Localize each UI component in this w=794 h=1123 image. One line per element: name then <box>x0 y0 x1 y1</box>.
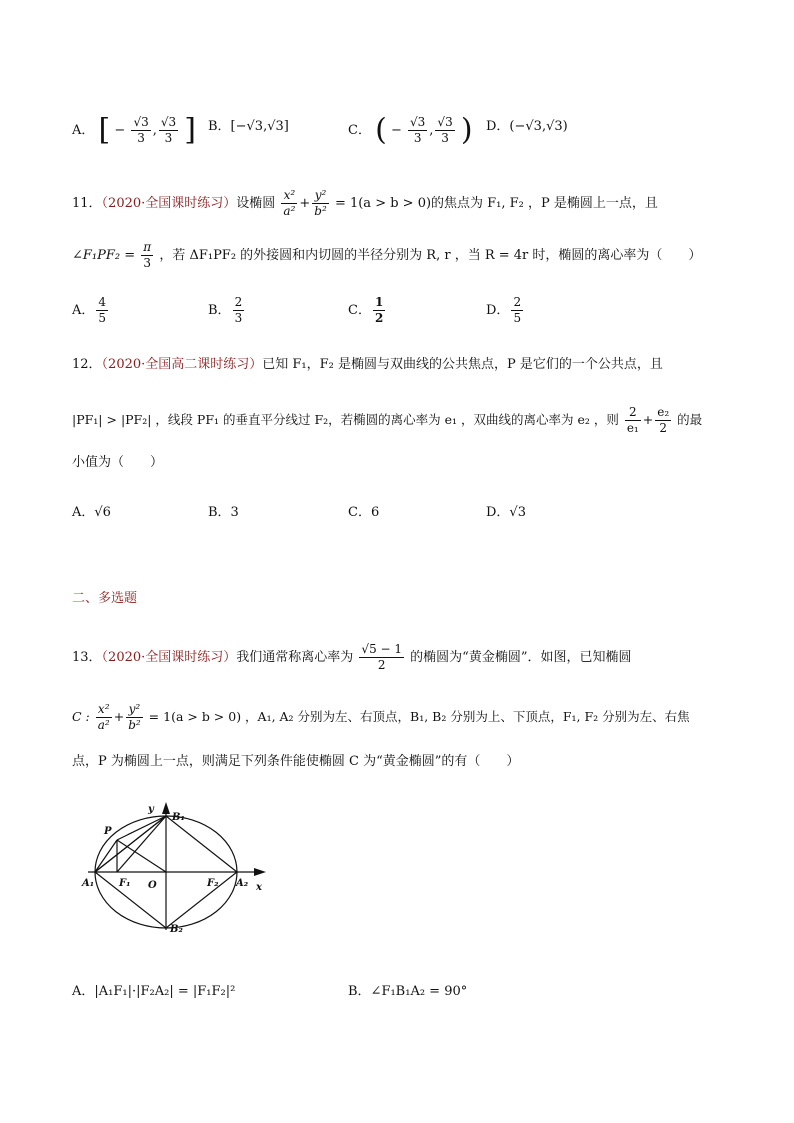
label-f1: F₁ <box>119 878 131 889</box>
q11-line-1: 11．（2020·全国课时练习）设椭圆 $\frac{\text{x²}}{\text{a²}}$ + $\frac{\text{y²}}{\text{b²}}$ = 1(a > b > 0)的焦点为 F₁, F₂ ，P 是椭圆上一点，且 <box>72 188 658 218</box>
q11-option-d[interactable]: D． $\frac{2}{5}$ <box>486 295 522 325</box>
q12-option-d[interactable]: D．√3 <box>486 505 526 520</box>
q12-option-a[interactable]: A．√6 <box>72 505 111 520</box>
label-y: y <box>148 804 154 815</box>
q11-line-2: ∠F₁PF₂ = $\frac{\pi}{3}$ ，若 ΔF₁PF₂ 的外接圆和内切圆的半径分别为 R, r ，当 R = 4r 时，椭圆的离心率为（ ） <box>72 240 702 270</box>
fraction: $\frac{√3}{3}$ <box>437 115 453 145</box>
q13-line-1: 13．（2020·全国课时练习）我们通常称离心率为 $\frac{√5 - 1}{2}$ 的椭圆为“黄金椭圆”．如图，已知椭圆 <box>72 642 632 672</box>
q10-option-c[interactable]: C． ( − $\frac{√3}{3}$ , $\frac{√3}{3}$ ) <box>348 112 473 148</box>
label-x: x <box>256 882 262 893</box>
q10-option-d[interactable]: D．(−√3,√3) <box>486 119 568 134</box>
q13-line-3: 点，P 为椭圆上一点，则满足下列条件能使椭圆 C 为“黄金椭圆”的有（ ） <box>72 754 520 769</box>
q11-option-a[interactable]: A． $\frac{4}{5}$ <box>72 295 107 325</box>
label-p: P <box>104 826 112 837</box>
label-o: O <box>148 880 157 891</box>
section-heading: 二、多选题 <box>72 591 138 606</box>
fraction: $\frac{√3}{3}$ <box>133 115 149 145</box>
q10-option-b[interactable]: B．[−√3,√3] <box>208 119 289 134</box>
line-f1-b1 <box>117 816 166 872</box>
x-arrow <box>254 868 266 876</box>
q10-option-a[interactable]: A． [ − $\frac{√3}{3}$ , $\frac{√3}{3}$ ] <box>72 112 196 148</box>
label-a1: A₁ <box>82 878 95 889</box>
q12-option-b[interactable]: B．3 <box>208 505 239 520</box>
q12-line-2: |PF₁| > |PF₂| ，线段 PF₁ 的垂直平分线过 F₂，若椭圆的离心率为 e₁ ，双曲线的离心率为 e₂ ，则 $\frac{2}{\text{e₁}}$ + $\frac{\text{e₂}}{2}$ 的最 <box>72 405 703 435</box>
q13-option-a[interactable]: A．|A₁F₁|·|F₂A₂| = |F₁F₂|² <box>72 984 236 999</box>
label-f2: F₂ <box>207 878 219 889</box>
label-b2: B₂ <box>170 924 183 935</box>
label-a2: A₂ <box>236 878 249 889</box>
y-arrow <box>162 802 170 814</box>
fraction: $\frac{√3}{3}$ <box>160 115 177 145</box>
line-a1-b1 <box>95 816 166 872</box>
label-b1: B₁ <box>172 812 185 823</box>
q13-line-2: C : $\frac{\text{x²}}{\text{a²}}$ + $\frac{\text{y²}}{\text{b²}}$ = 1(a > b > 0) ，A₁, A₂ 分别为左、右顶点，B₁, B₂ 分别为上、下顶点，F₁, F₂ 分别为左、右焦 <box>72 702 690 732</box>
ellipse-figure <box>70 800 280 950</box>
q12-option-c[interactable]: C．6 <box>348 505 380 520</box>
q13-option-b[interactable]: B．∠F₁B₁A₂ = 90° <box>348 984 468 999</box>
q12-line-1: 12．（2020·全国高二课时练习）已知 F₁，F₂ 是椭圆与双曲线的公共焦点，P 是它们的一个公共点，且 <box>72 357 663 372</box>
q11-option-c[interactable]: C． $\frac{1}{2}$ <box>348 295 384 325</box>
fraction: $\frac{√3}{3}$ <box>410 115 426 145</box>
q11-option-b[interactable]: B． $\frac{2}{3}$ <box>208 295 243 325</box>
q12-line-3: 小值为（ ） <box>72 455 164 470</box>
